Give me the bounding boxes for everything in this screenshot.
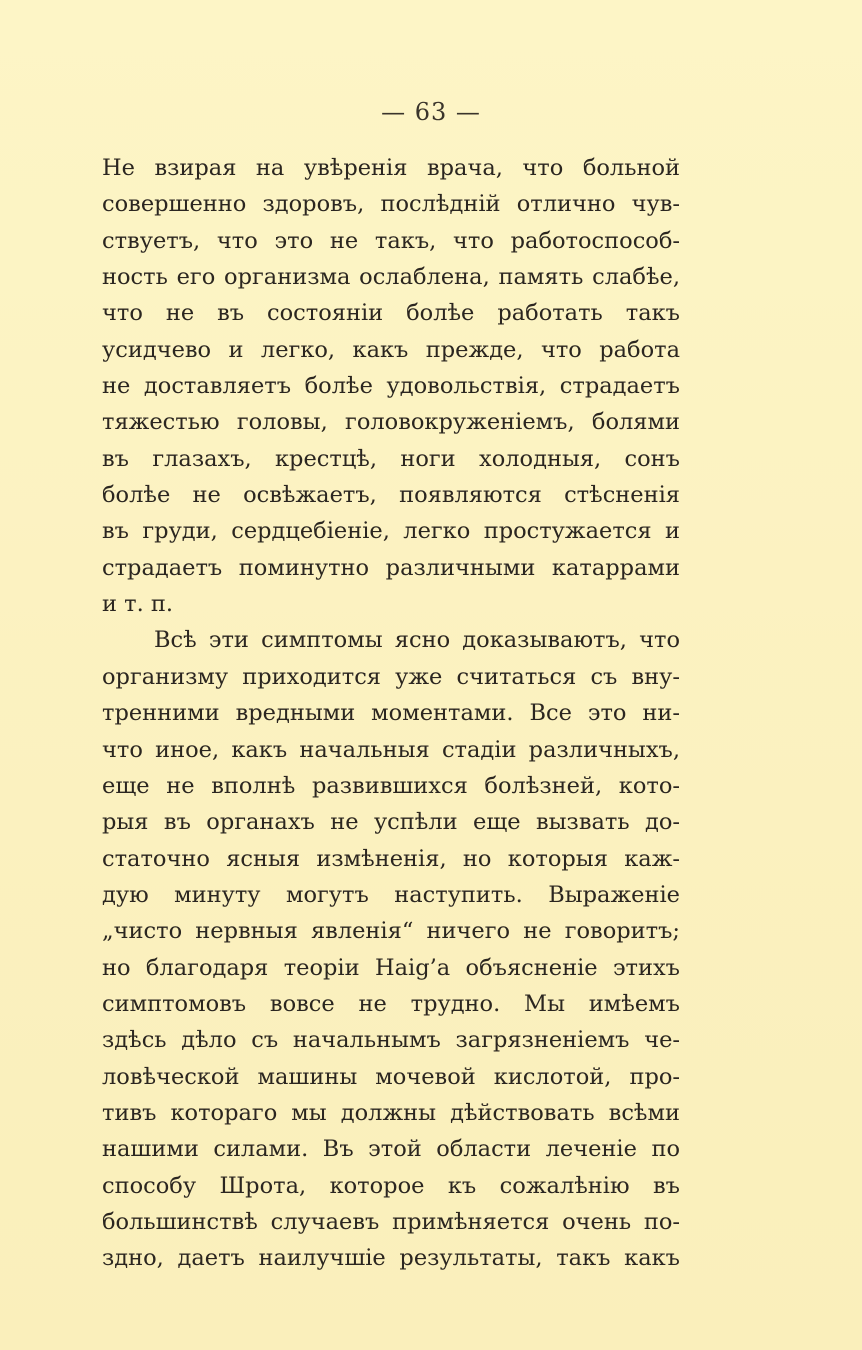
- text-line: страдаетъ поминутно различными катаррами: [102, 554, 680, 581]
- text-line: и т. п.: [102, 591, 174, 618]
- text-line: тренними вредными моментами. Все это ни-: [102, 700, 680, 727]
- text-line: симптомовъ вовсе не трудно. Мы имѣемъ: [102, 990, 680, 1017]
- page-number: — 63 —: [381, 98, 481, 126]
- text-line: Всѣ эти симптомы ясно доказываютъ, что: [154, 627, 680, 654]
- text-line: рыя въ органахъ не успѣли еще вызвать до-: [102, 809, 680, 836]
- text-line: что не въ состояніи болѣе работать такъ: [102, 300, 680, 327]
- text-line: Не взирая на увѣренія врача, что больной: [102, 155, 680, 181]
- text-line: „чисто нервныя явленія“ ничего не говоритъ;: [102, 918, 680, 945]
- text-line: большинствѣ случаевъ примѣняется очень по-: [102, 1208, 680, 1235]
- text-line: еще не вполнѣ развившихся болѣзней, кото-: [102, 772, 680, 799]
- text-line: дую минуту могутъ наступить. Выраженіе: [102, 881, 680, 908]
- text-line: усидчево и легко, какъ прежде, что работа: [102, 336, 680, 363]
- text-line: но благодаря теоріи Haig’а объясненіе этихъ: [102, 954, 680, 981]
- text-line: въ глазахъ, крестцѣ, ноги холодныя, сонъ: [102, 445, 680, 472]
- text-line: ствуетъ, что это не такъ, что работоспособ-: [102, 227, 680, 254]
- text-line: здно, даетъ наилучшіе результаты, такъ какъ: [102, 1245, 680, 1272]
- text-line: статочно ясныя измѣненія, но которыя каж-: [102, 845, 680, 872]
- text-line: ловѣческой машины мочевой кислотой, про-: [102, 1063, 680, 1090]
- text-line: ность его организма ослаблена, память слабѣе,: [102, 264, 680, 291]
- text-line: тивъ котораго мы должны дѣйствовать всѣми: [102, 1099, 680, 1126]
- text-line: здѣсь дѣло съ начальнымъ загрязненіемъ че-: [102, 1027, 680, 1054]
- text-line: нашими силами. Въ этой области леченіе по: [102, 1136, 680, 1163]
- paragraph-1: [102, 150, 680, 622]
- text-line: болѣе не освѣжаетъ, появляются стѣсненія: [102, 482, 680, 509]
- text-line: организму приходится уже считаться съ вну-: [102, 663, 680, 690]
- text-line: въ груди, сердцебіеніе, легко простужается и: [102, 518, 680, 545]
- text-line: что иное, какъ начальныя стадіи различныхъ,: [102, 736, 680, 763]
- paragraph-2: [102, 622, 680, 1276]
- text-line: совершенно здоровъ, послѣдній отлично чув-: [102, 191, 680, 218]
- text-line: тяжестью головы, головокруженіемъ, болями: [102, 409, 680, 436]
- text-line: способу Шрота, которое къ сожалѣнію въ: [102, 1172, 680, 1199]
- body-text: [102, 150, 680, 1277]
- text-line: не доставляетъ болѣе удовольствія, страдаетъ: [102, 373, 680, 400]
